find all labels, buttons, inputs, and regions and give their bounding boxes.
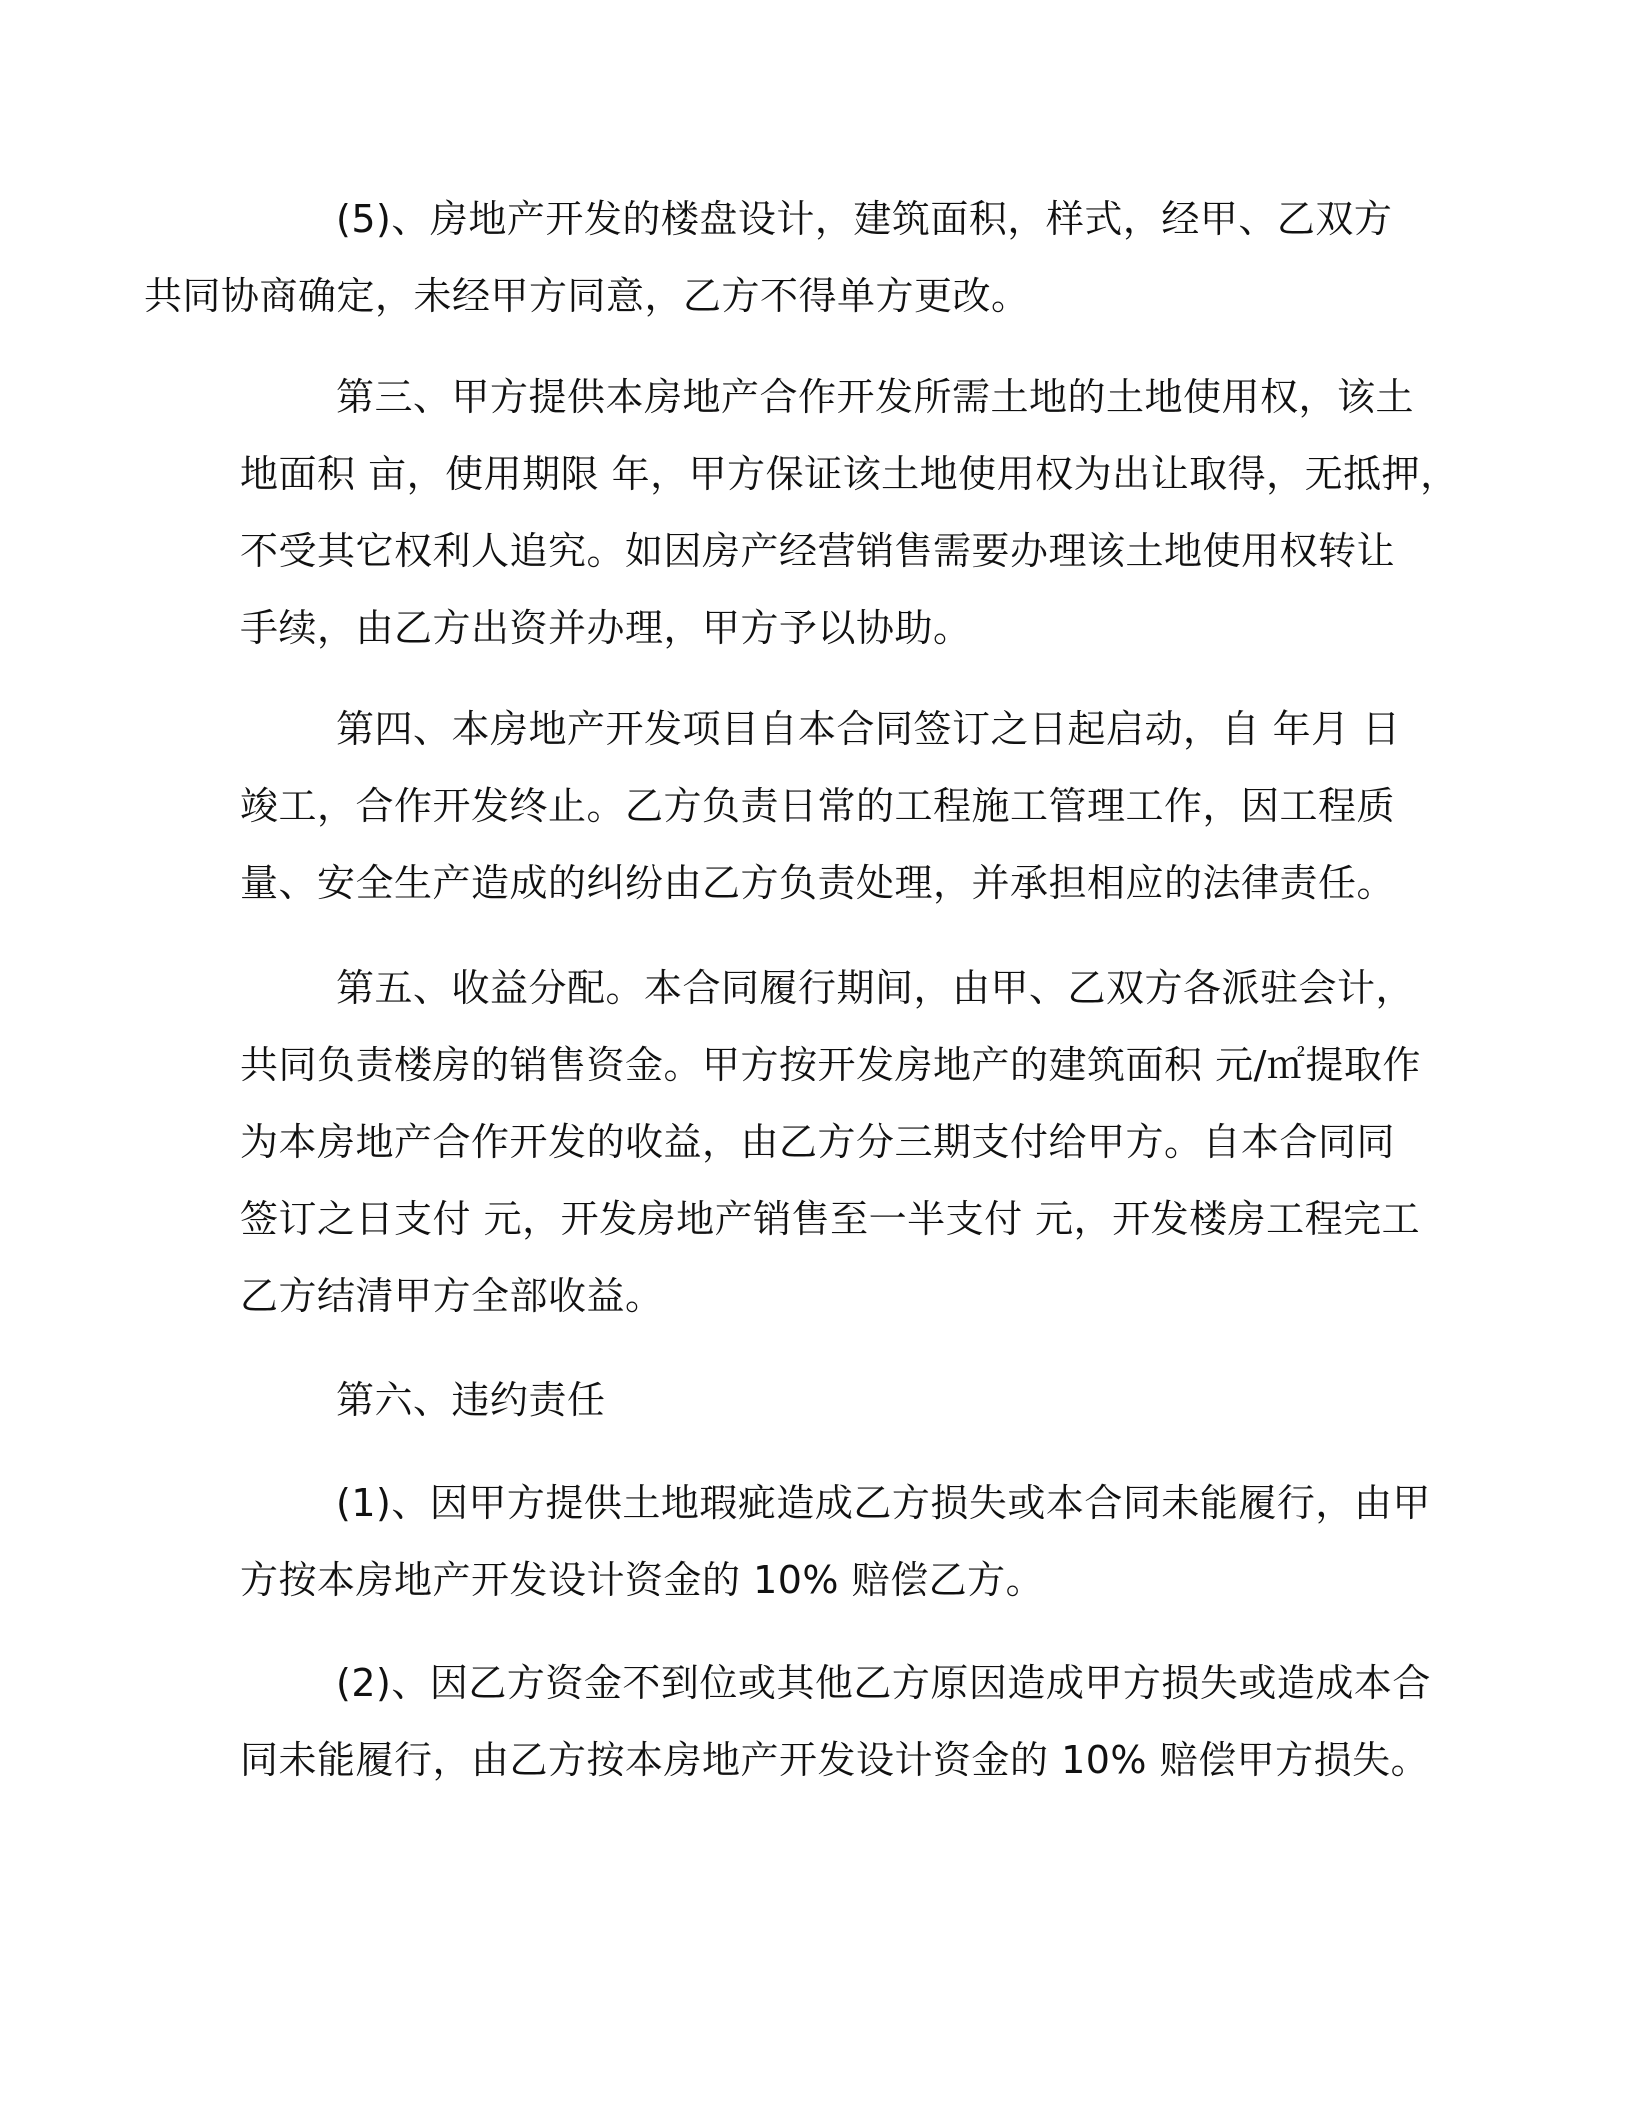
paragraph-line: 竣工，合作开发终止。乙方负责日常的工程施工管理工作，因工程质	[240, 784, 1396, 828]
paragraph-line: 第三、甲方提供本房地产合作开发所需土地的土地使用权，该土	[336, 375, 1415, 419]
paragraph-line: 地面积 亩，使用期限 年，甲方保证该土地使用权为出让取得，无抵押，	[240, 452, 1459, 496]
paragraph-line: 不受其它权利人追究。如因房产经营销售需要办理该土地使用权转让	[240, 529, 1396, 573]
paragraph-line: 第五、收益分配。本合同履行期间，由甲、乙双方各派驻会计，	[336, 966, 1415, 1010]
paragraph-line: 乙方结清甲方全部收益。	[240, 1274, 664, 1318]
paragraph-line: 同未能履行，由乙方按本房地产开发设计资金的 10% 赔偿甲方损失。	[240, 1738, 1430, 1782]
paragraph-line: 为本房地产合作开发的收益，由乙方分三期支付给甲方。自本合同同	[240, 1120, 1396, 1164]
paragraph-line: 量、安全生产造成的纠纷由乙方负责处理，并承担相应的法律责任。	[240, 861, 1396, 905]
paragraph-line: (2)、因乙方资金不到位或其他乙方原因造成甲方损失或造成本合	[336, 1661, 1431, 1705]
paragraph-line: 手续，由乙方出资并办理，甲方予以协助。	[240, 606, 972, 650]
paragraph-line: (5)、房地产开发的楼盘设计，建筑面积，样式，经甲、乙双方	[336, 197, 1393, 241]
paragraph-line: 第六、违约责任	[336, 1378, 606, 1422]
paragraph-article-four	[240, 691, 1420, 922]
paragraph-line: 共同负责楼房的销售资金。甲方按开发房地产的建筑面积 元/㎡提取作	[240, 1043, 1421, 1087]
paragraph-design-clause	[144, 181, 1420, 335]
paragraph-line: 共同协商确定，未经甲方同意，乙方不得单方更改。	[144, 274, 1030, 318]
paragraph-breach-two	[240, 1645, 1431, 1799]
paragraph-line: 方按本房地产开发设计资金的 10% 赔偿乙方。	[240, 1558, 1045, 1602]
paragraph-article-six-heading	[240, 1362, 1420, 1439]
paragraph-breach-one	[240, 1465, 1431, 1619]
paragraph-article-five	[240, 950, 1420, 1335]
paragraph-line: 签订之日支付 元，开发房地产销售至一半支付 元，开发楼房工程完工	[240, 1197, 1421, 1241]
paragraph-line: 第四、本房地产开发项目自本合同签订之日起启动，自 年月 日	[336, 707, 1401, 751]
paragraph-line: (1)、因甲方提供土地瑕疵造成乙方损失或本合同未能履行，由甲	[336, 1481, 1431, 1525]
paragraph-article-three	[240, 359, 1459, 667]
